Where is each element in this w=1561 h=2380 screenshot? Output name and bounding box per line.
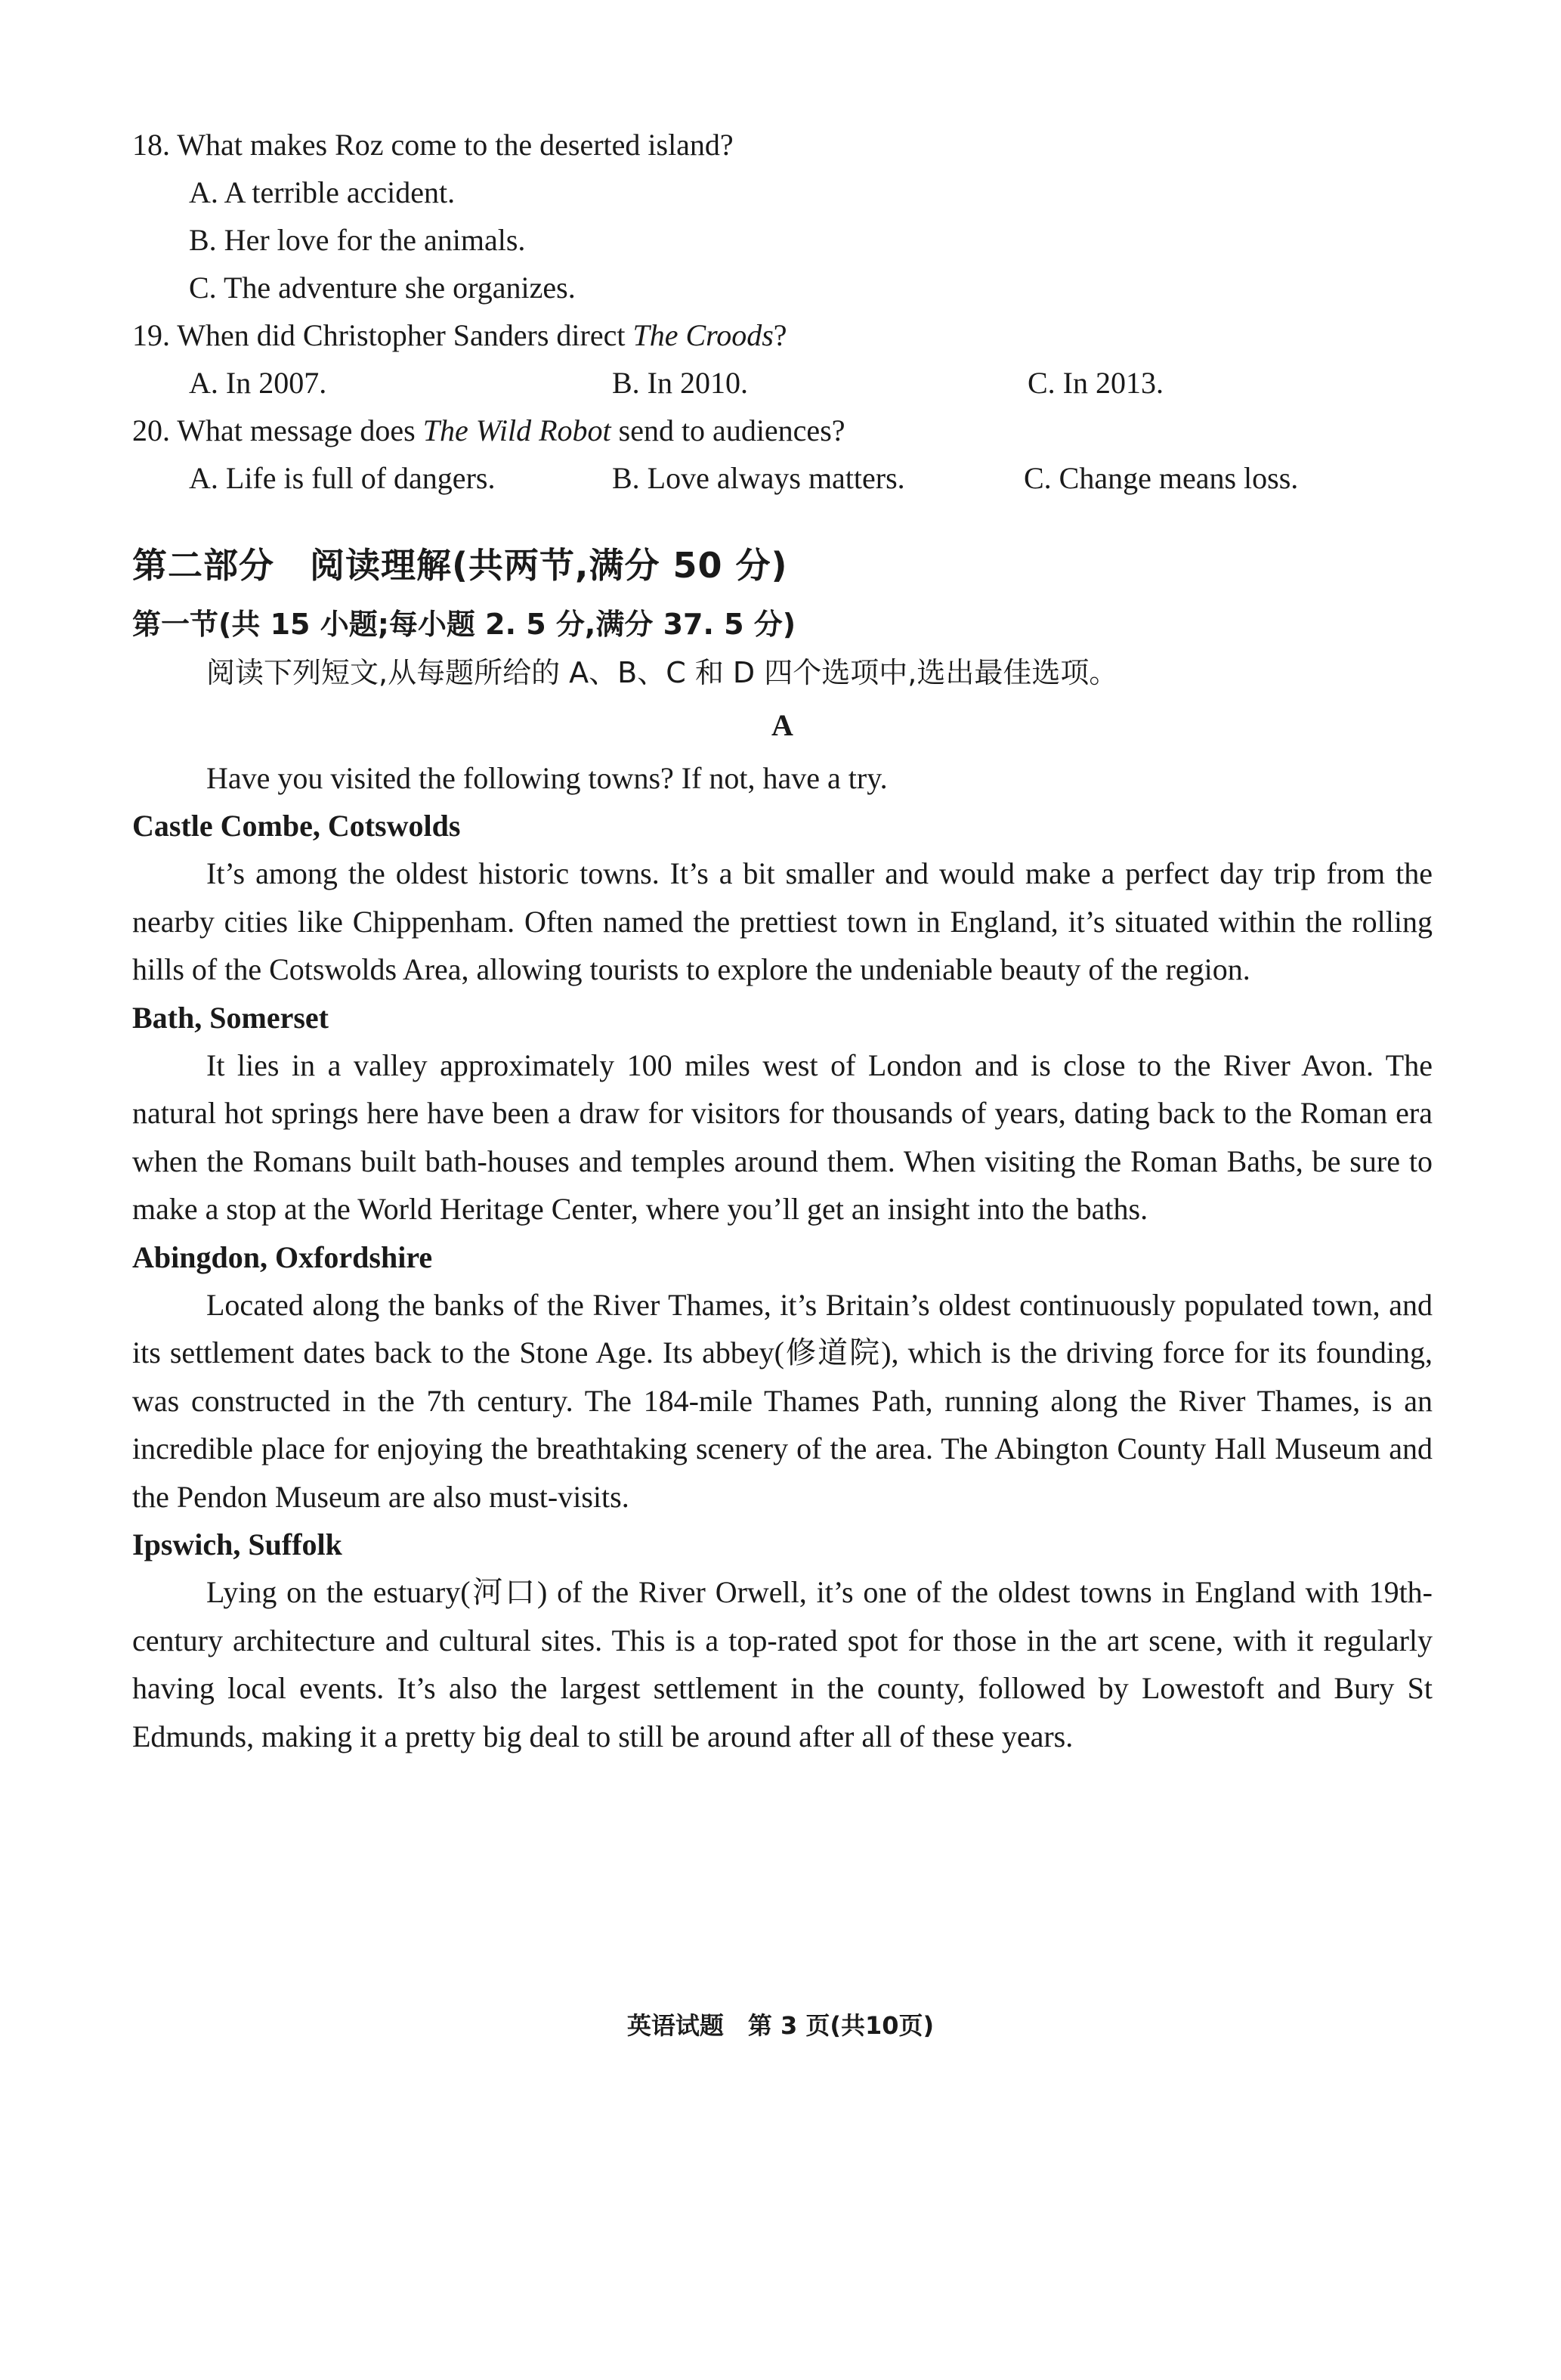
- passage-letter: A: [771, 708, 793, 742]
- film-title: The Wild Robot: [422, 413, 611, 447]
- options-row: [189, 359, 1433, 407]
- instruction: 阅读下列短文,从每题所给的 A、B、C 和 D 四个选项中,选出最佳选项。: [206, 656, 1118, 689]
- town-bath: [132, 994, 1433, 1233]
- town-heading: Castle Combe, Cotswolds: [132, 809, 461, 843]
- town-ipswich: [132, 1521, 1433, 1760]
- option-a: A. In 2007.: [189, 366, 327, 400]
- page-footer: 英语试题 第 3 页(共10页): [626, 2011, 935, 2040]
- film-title: The Croods: [632, 318, 774, 352]
- town-description: It’s among the oldest historic towns. It’s a bit smaller and would make a perfect day trip from the nearby cities like Chippenham. Often named the prettiest town in England, it’s situated within the rolling hills of the Cotswolds Area, allowing tourists to explore the undeniable beauty of the region.: [132, 856, 1433, 986]
- stem-text: 19. When did Christopher Sanders direct: [132, 318, 633, 352]
- section-title: 第一节(共 15 小题;每小题 2. 5 分,满分 37. 5 分): [132, 608, 796, 641]
- town-heading: Bath, Somerset: [132, 1000, 329, 1035]
- option-b: B. Her love for the animals.: [189, 223, 526, 257]
- town-heading: Ipswich, Suffolk: [132, 1527, 342, 1561]
- question-stem: [132, 407, 1433, 454]
- passage-intro: Have you visited the following towns? If not, have a try.: [206, 761, 888, 795]
- town-description: Lying on the estuary(河口) of the River Orwell, it’s one of the oldest towns in England with 19th-century architecture and cultural sites. This is a top-rated spot for those in the art scene, with it regularly having local events. It’s also the largest settlement in the county, followed by Lowestoft and Bury St Edmunds, making it a pretty big deal to still be around after all of these years.: [132, 1575, 1433, 1753]
- question-20: [132, 407, 1433, 502]
- town-description: It lies in a valley approximately 100 miles west of London and is close to the River Avon. The natural hot springs here have been a draw for visitors for thousands of years, dating back to the Roman era when the Romans built bath-houses and temples around them. When visiting the Roman Baths, be sure to make a stop at the World Heritage Center, where you’ll get an insight into the baths.: [132, 1048, 1433, 1226]
- option-a: A. A terrible accident.: [189, 175, 456, 209]
- stem-text-end: ?: [773, 318, 787, 352]
- option-c: C. The adventure she organizes.: [189, 271, 576, 305]
- town-abingdon: [132, 1233, 1433, 1521]
- question-18: [132, 121, 1433, 311]
- option-b: B. In 2010.: [612, 366, 748, 400]
- town-description: Located along the banks of the River Thames, it’s Britain’s oldest continuously populated town, and its settlement dates back to the Stone Age. Its abbey(修道院), which is the driving force for its founding, was constructed in the 7th century. The 184-mile Thames Path, running along the River Thames, is an incredible place for enjoying the breathtaking scenery of the area. The Abington County Hall Museum and the Pendon Museum are also must-visits.: [132, 1287, 1433, 1514]
- stem-text-end: send to audiences?: [610, 413, 845, 447]
- question-stem: 18. What makes Roz come to the deserted island?: [132, 128, 734, 162]
- option-c: C. In 2013.: [1028, 366, 1164, 400]
- question-stem: [132, 311, 1433, 359]
- question-19: [132, 311, 1433, 407]
- option-c: C. Change means loss.: [1024, 461, 1299, 495]
- stem-text: 20. What message does: [132, 413, 423, 447]
- options-row: [189, 454, 1433, 502]
- option-b: B. Love always matters.: [612, 461, 905, 495]
- town-heading: Abingdon, Oxfordshire: [132, 1240, 433, 1274]
- part-title: 第二部分 阅读理解(共两节,满分 50 分): [132, 545, 788, 586]
- option-a: A. Life is full of dangers.: [189, 461, 496, 495]
- town-castle-combe: [132, 802, 1433, 994]
